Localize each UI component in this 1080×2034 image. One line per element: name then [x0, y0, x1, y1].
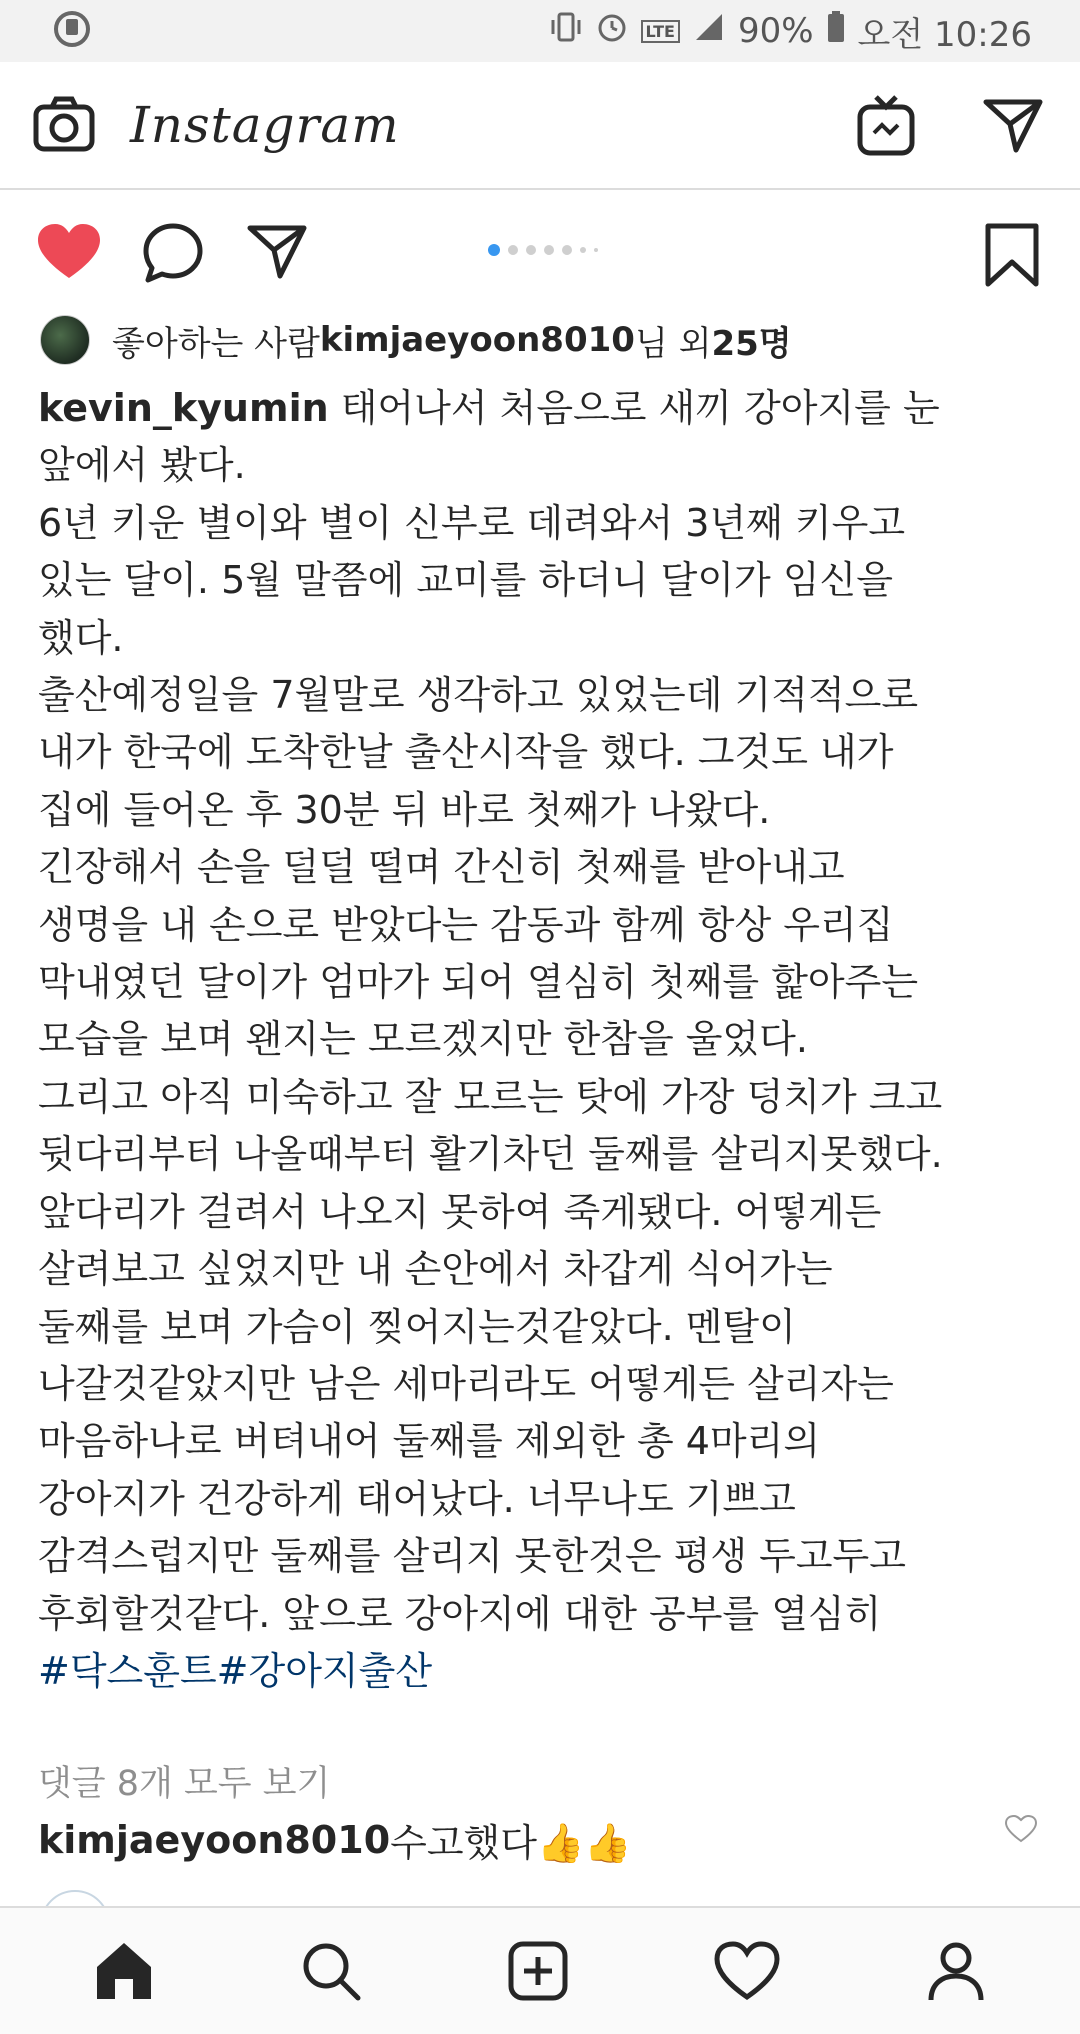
carousel-dot: [508, 245, 518, 255]
carousel-dot: [544, 245, 554, 255]
caption-line: 마음하나로 버텨내어 둘째를 제외한 총 4마리의: [38, 1419, 821, 1464]
caption-line: 긴장해서 손을 덜덜 떨며 간신히 첫째를 받아내고: [38, 845, 845, 890]
post-caption: [38, 380, 1048, 1700]
comment-like-heart-icon[interactable]: [1004, 1814, 1038, 1848]
caption-line: 둘째를 보며 가슴이 찢어지는것같았다. 멘탈이: [38, 1304, 796, 1349]
likes-prefix: 좋아하는 사람: [112, 323, 320, 364]
caption-text: 태어나서 처음으로 새끼 강아지를 눈: [328, 386, 940, 430]
alarm-icon: [595, 10, 629, 53]
battery-percent: 90%: [737, 11, 814, 51]
caption-line: 그리고 아직 미숙하고 잘 모르는 탓에 가장 덩치가 크고: [38, 1074, 943, 1119]
liker-avatar[interactable]: [40, 315, 90, 365]
search-icon[interactable]: [300, 1940, 362, 2002]
carousel-dot: [526, 245, 536, 255]
add-icon[interactable]: [507, 1940, 569, 2002]
caption-line: 앞에서 봤다.: [38, 443, 246, 488]
carousel-dot: [562, 245, 572, 255]
comment-icon[interactable]: [142, 222, 204, 284]
caption-line: 강아지가 건강하게 태어났다. 너무나도 기쁘고: [38, 1476, 796, 1521]
signal-icon: [692, 10, 726, 53]
comment-username[interactable]: kimjaeyoon8010: [38, 1817, 391, 1862]
lte-icon: LTE: [641, 20, 680, 43]
caption-line: 막내였던 달이가 엄마가 되어 열심히 첫째를 핥아주는: [38, 960, 919, 1005]
activity-icon[interactable]: [714, 1941, 780, 2001]
caption-line: 집에 들어온 후 30분 뒤 바로 첫째가 나왔다.: [38, 787, 771, 832]
caption-line: 생명을 내 손으로 받았다는 감동과 함께 항상 우리집: [38, 902, 894, 947]
vibrate-icon: [549, 10, 583, 53]
liker-username[interactable]: kimjaeyoon8010: [319, 320, 635, 360]
camera-icon[interactable]: [32, 95, 96, 155]
instagram-logo: Instagram: [130, 96, 400, 154]
battery-icon: [826, 10, 846, 53]
carousel-dot: [594, 248, 598, 252]
comment-row: [38, 1812, 632, 1867]
bookmark-icon[interactable]: [984, 222, 1040, 288]
hashtags[interactable]: #닥스훈트#강아지출산: [38, 1648, 433, 1693]
clock: 오전 10:26: [857, 14, 1032, 55]
likes-summary[interactable]: [40, 315, 792, 365]
caption-line: [38, 380, 1048, 437]
caption-line: 감격스럽지만 둘째를 살리지 못한것은 평생 두고두고: [38, 1534, 906, 1579]
app-notification-icon: [52, 9, 92, 53]
caption-line: 내가 한국에 도착한날 출산시작을 했다. 그것도 내가: [38, 730, 894, 775]
caption-line: 있는 달이. 5월 말쯤에 교미를 하더니 달이가 임신을: [38, 558, 893, 603]
caption-line: 했다.: [38, 615, 124, 660]
caption-line: 앞다리가 걸려서 나오지 못하여 죽게됐다. 어떻게든: [38, 1189, 882, 1234]
carousel-indicator: [488, 244, 598, 256]
view-all-comments-link[interactable]: 댓글 8개 모두 보기: [38, 1764, 331, 1804]
caption-line: 후회할것같다. 앞으로 강아지에 대한 공부를 열심히: [38, 1591, 882, 1636]
carousel-dot-active: [488, 244, 500, 256]
caption-line: 살려보고 싶었지만 내 손안에서 차갑게 식어가는: [38, 1247, 833, 1292]
app-header: [0, 62, 1080, 190]
caption-line: 6년 키운 별이와 별이 신부로 데려와서 3년째 키우고: [38, 500, 906, 545]
share-icon[interactable]: [246, 222, 308, 280]
caption-line: 출산예정일을 7월말로 생각하고 있었는데 기적적으로: [38, 673, 919, 718]
heart-icon[interactable]: [36, 222, 102, 282]
carousel-dot: [580, 247, 586, 253]
igtv-icon[interactable]: [856, 93, 916, 157]
likes-middle: 님 외: [634, 323, 712, 364]
caption-line: 모습을 보며 왠지는 모르겠지만 한참을 울었다.: [38, 1017, 808, 1062]
caption-line: 뒷다리부터 나올때부터 활기차던 둘째를 살리지못했다.: [38, 1132, 943, 1177]
bottom-navigation: [0, 1906, 1080, 2034]
likes-count[interactable]: 25명: [711, 323, 792, 364]
caption-username[interactable]: kevin_kyumin: [38, 386, 329, 430]
direct-icon[interactable]: [982, 96, 1044, 154]
caption-line: 나갈것같았지만 남은 세마리라도 어떻게든 살리자는: [38, 1361, 894, 1406]
home-icon[interactable]: [93, 1941, 155, 2001]
status-bar: [0, 0, 1080, 62]
profile-icon[interactable]: [925, 1940, 987, 2002]
comment-text: 수고했다👍👍: [390, 1821, 632, 1865]
